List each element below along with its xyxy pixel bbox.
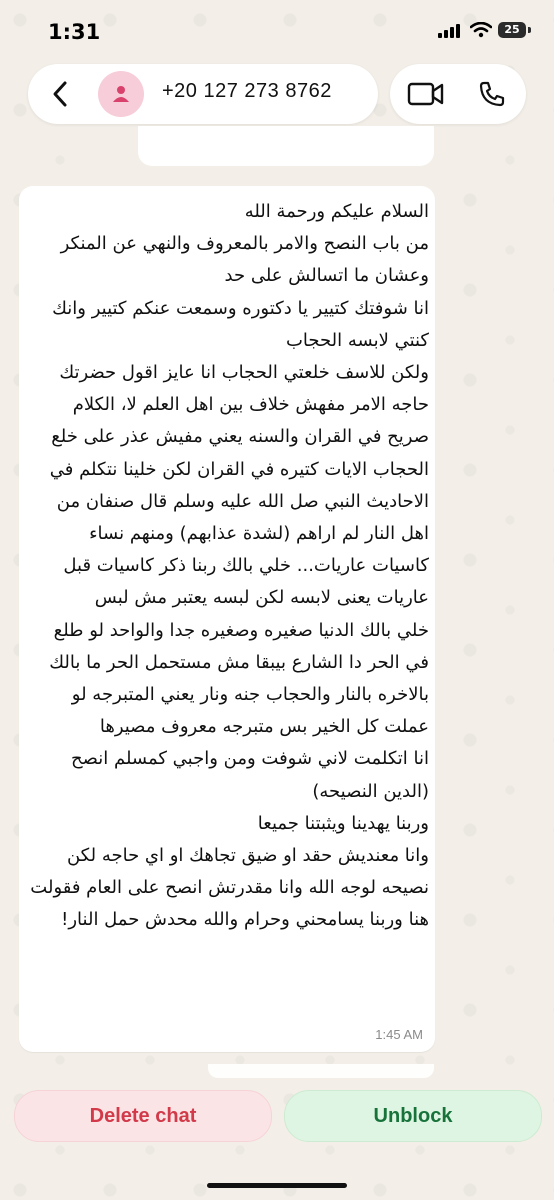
delete-chat-button[interactable]: Delete chat xyxy=(14,1090,272,1142)
contact-header[interactable] xyxy=(28,64,378,124)
back-button[interactable] xyxy=(38,72,82,116)
person-icon xyxy=(111,84,131,104)
voice-call-button[interactable] xyxy=(470,74,514,114)
message-text: السلام عليكم ورحمة الله من باب النصح والامر بالمعروف والنهي عن المنكر وعشان ما اتسالش على حد انا شوفتك كتيير يا دكتوره وسمعت عنكم كتيير وانك كنتي لابسه الحجاب ولكن للاسف خلعتي الحجاب انا عايز اقول حضرتك حاجه الامر مفهش خلاف بين اهل العلم لا، الكلام صريح في القران والسنه يعني مفيش عذر على خلع الحجاب الايات كتيره في القران لكن خلينا نتكلم في الاحاديث النبي صل الله عليه وسلم قال صنفان من اهل النار لم اراهم (لشدة عذابهم) ومنهم نساء كاسيات عاريات... خلي بالك ربنا ذكر كاسيات قبل عاريات يعنى لابسه لكن لبسه يعتبر مش لبس خلي بالك الدنيا صغيره وصغيره جدا والواحد لو طلع في الحر دا الشارع بيبقا مش مستحمل الحر ما بالك بالاخره بالنار والحجاب جنه ونار يعني المتبرجه لو عملت كل الخير بس متبرجه معروف مصيرها انا اتكلمت لاني شوفت ومن واجبي كمسلم انصح (الدين النصيحه) وربنا يهدينا ويثبتنا جميعا وانا معنديش حقد او ضيق تجاهك او اي حاجه لكن نصيحه لوجه الله وانا مقدرتش انصح على العام فقولت هنا وربنا يسامحني وحرام والله محدش حمل النار! xyxy=(30,201,429,931)
status-bar xyxy=(0,0,554,62)
chevron-left-icon xyxy=(50,80,70,108)
message-time: 1:45 AM xyxy=(375,1027,423,1042)
next-message-edge xyxy=(208,1064,434,1078)
status-time: 1:31 xyxy=(48,20,101,44)
signal-icon xyxy=(438,24,460,38)
battery-icon: 25 xyxy=(498,22,526,38)
video-camera-icon xyxy=(407,81,445,107)
message-bubble[interactable] xyxy=(19,186,435,1052)
contact-name[interactable]: +20 127 273 8762 xyxy=(162,80,332,102)
avatar[interactable] xyxy=(98,71,144,117)
previous-message-bubble xyxy=(138,126,434,166)
phone-icon xyxy=(478,80,506,108)
battery-tip xyxy=(528,27,531,33)
video-call-button[interactable] xyxy=(404,74,448,114)
unblock-button[interactable]: Unblock xyxy=(284,1090,542,1142)
call-actions xyxy=(390,64,526,124)
wifi-icon xyxy=(470,22,492,38)
home-indicator xyxy=(207,1183,347,1188)
